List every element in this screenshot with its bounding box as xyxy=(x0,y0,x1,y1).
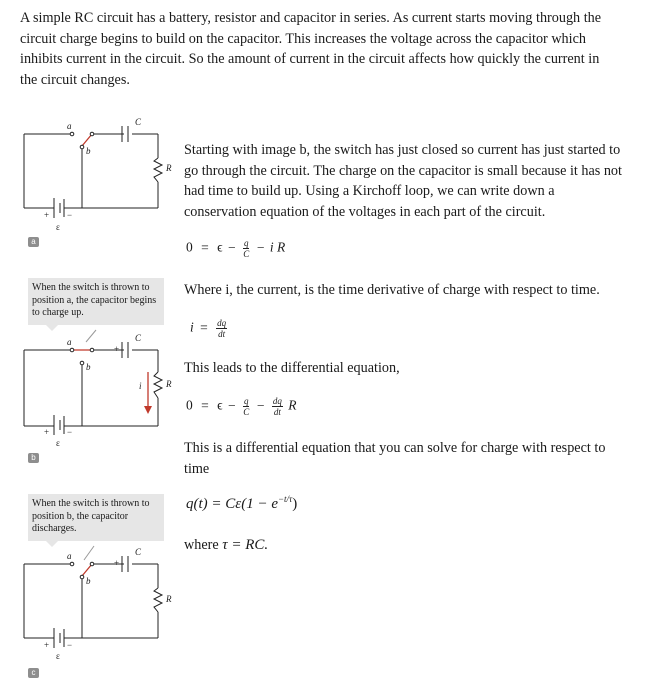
eq3-num2: dq xyxy=(272,396,282,406)
eq1-den: C xyxy=(243,249,250,259)
label-a-capacitor: C xyxy=(135,117,142,127)
eq2-fraction xyxy=(216,318,227,339)
paragraph-where-tau xyxy=(184,535,624,556)
label-b-switch-a: a xyxy=(67,337,72,347)
eq3-minus2: − xyxy=(256,397,265,413)
eq3-den2: dt xyxy=(273,407,281,417)
eq1-minus1: − xyxy=(227,239,236,255)
eq3-tail: R xyxy=(288,397,297,413)
eq1-minus2: − xyxy=(256,239,265,255)
eq2-den: dt xyxy=(218,329,226,339)
badge-b: b xyxy=(28,453,39,463)
label-c-battery: ε xyxy=(56,651,60,661)
eq1-tail: i R xyxy=(269,239,286,255)
eq1-num: q xyxy=(243,238,249,248)
eq3-num1: q xyxy=(243,396,249,406)
eq1-equals: = xyxy=(201,239,209,255)
label-b-switch-b: b xyxy=(86,362,91,372)
label-a-switch-a: a xyxy=(67,121,72,131)
label-c-capacitor: C xyxy=(135,547,142,557)
eq3-fraction1 xyxy=(243,396,250,417)
paragraph-solve: This is a differential equation that you can solve for charge with respect to time xyxy=(184,440,606,477)
tau-expression: τ = RC. xyxy=(222,537,269,553)
label-b-plus: + xyxy=(44,427,50,437)
intro-paragraph: A simple RC circuit has a battery, resistor and capacitor in series. As current starts moving through the circuit charge begins to build on the capacitor. This increases the voltage across the capacitor which inhibits current in the circuit. So the amount of current in the circuit affects how quickly the current in the circuit changes. xyxy=(20,10,602,88)
where-prefix: where xyxy=(184,537,219,553)
label-c-switch-a: a xyxy=(67,551,72,561)
label-c-minus: − xyxy=(67,640,73,650)
paragraph-current-def: Where i, the current, is the time derivative of charge with respect to time. xyxy=(184,282,600,298)
eq3-equals: = xyxy=(201,397,209,413)
label-a-switch-b: b xyxy=(86,146,91,156)
badge-a: a xyxy=(28,237,39,247)
label-b-resistor: R xyxy=(166,379,172,389)
label-b-minus: − xyxy=(67,427,73,437)
equation-solution xyxy=(186,494,297,513)
label-c-plus: + xyxy=(44,640,50,650)
eq1-lhs: 0 xyxy=(186,239,193,255)
eq1-fraction xyxy=(243,238,250,259)
eq4-lhs: q(t) = Cε(1 − e xyxy=(186,496,278,512)
paragraph-kirchoff: Starting with image b, the switch has just closed so current has just started to go through the circuit. The charge on the capacitor is small because it has not had time to build up. Using a Kirchoff loop, we can write down a conservation equation of the voltages in each part of the circuit. xyxy=(184,142,622,220)
eq3-emf: ϵ xyxy=(217,397,223,413)
equation-kirchoff xyxy=(186,238,285,259)
label-c-switch-b: b xyxy=(86,576,91,586)
eq4-rhs: ) xyxy=(292,496,298,512)
label-b-capacitor: C xyxy=(135,333,142,343)
equation-current xyxy=(190,318,229,339)
equation-differential xyxy=(186,396,296,417)
label-a-battery: ε xyxy=(56,222,60,232)
label-a-resistor: R xyxy=(166,163,172,173)
label-a-plus: + xyxy=(44,210,50,220)
eq2-lhs: i xyxy=(190,319,194,335)
label-a-minus: − xyxy=(67,210,73,220)
paragraph-leads-to: This leads to the differential equation, xyxy=(184,360,400,376)
eq1-emf: ϵ xyxy=(217,239,223,255)
label-c-cap-plus: + xyxy=(114,558,120,568)
eq2-equals: = xyxy=(200,319,208,335)
badge-c: c xyxy=(28,668,39,678)
eq4-exponent: −t/τ xyxy=(277,494,293,504)
eq3-den1: C xyxy=(243,407,250,417)
caption-b: When the switch is thrown to position a, the capacitor begins to charge up. xyxy=(28,278,164,325)
label-c-resistor: R xyxy=(166,594,172,604)
label-b-cap-plus: + xyxy=(114,344,120,354)
caption-c: When the switch is thrown to position b, the capacitor discharges. xyxy=(28,494,164,541)
label-b-battery: ε xyxy=(56,438,60,448)
eq3-minus1: − xyxy=(227,397,236,413)
eq3-fraction2 xyxy=(272,396,283,417)
eq3-lhs: 0 xyxy=(186,397,193,413)
label-b-current: i xyxy=(139,381,142,391)
eq2-num: dq xyxy=(217,318,227,328)
